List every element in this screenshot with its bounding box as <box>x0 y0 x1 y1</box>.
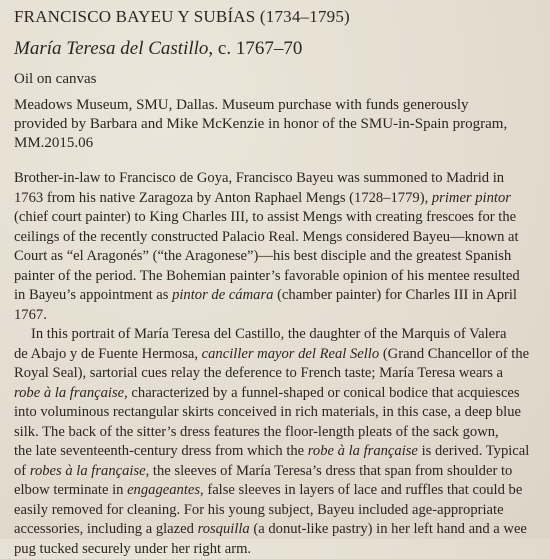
italic-term: robe à la française <box>308 443 418 459</box>
artist-name: FRANCISCO BAYEU Y SUBÍAS (1734–1795) <box>14 7 350 26</box>
description-paragraph-1 <box>14 169 540 325</box>
text-run: , false sleeves in layers of lace and ruffles that could be <box>200 482 522 498</box>
italic-term: robe à la française <box>14 385 124 401</box>
paragraph-line: into voluminous rectangular skirts conceived in rich materials, in this case, a deep blue <box>14 403 540 423</box>
text-run: (a donut-like pastry) in her left hand and a wee <box>250 521 527 537</box>
text-run: , characterized by a funnel-shaped or conical bodice that acquiesces <box>124 385 519 401</box>
paragraph-line: Royal Seal), sartorial cues relay the deference to French taste; María Teresa wears a <box>14 364 540 384</box>
text-run: (chamber painter) for Charles III in April <box>273 287 517 303</box>
paragraph-line <box>14 520 540 540</box>
text-run: elbow terminate in <box>14 482 127 498</box>
paragraph-line: Court as “el Aragonés” (“the Aragonese”)—his best disciple and the greatest Spanish <box>14 247 540 267</box>
paragraph-line: 1767. <box>14 306 540 326</box>
paragraph-line <box>14 442 540 462</box>
paragraph-line: ceilings of the recently constructed Palacio Real. Mengs considered Bayeu—known at <box>14 228 540 248</box>
text-run: accessories, including a glazed <box>14 521 198 537</box>
text-run: of <box>14 463 30 479</box>
italic-term: primer pintor <box>432 190 511 206</box>
paragraph-line: silk. The back of the sitter’s dress features the floor-length pleats of the sack gown, <box>14 423 540 443</box>
paragraph-line <box>14 481 540 501</box>
artwork-medium: Oil on canvas <box>14 69 540 89</box>
paragraph-line <box>14 286 540 306</box>
credit-line-text: MM.2015.06 <box>14 134 540 153</box>
artwork-date: , c. 1767–70 <box>208 38 302 59</box>
paragraph-line: painter of the period. The Bohemian painter’s favorable opinion of his mentee resulted <box>14 267 540 287</box>
artist-heading <box>14 6 540 28</box>
artwork-title <box>14 37 540 61</box>
text-run: 1763 from his native Zaragoza by Anton Raphael Mengs (1728–1779), <box>14 190 432 206</box>
paragraph-line <box>14 189 540 209</box>
credit-line <box>14 96 540 153</box>
text-run: (Grand Chancellor of the <box>379 346 529 362</box>
italic-term: pintor de cámara <box>172 287 273 303</box>
credit-line-text: Meadows Museum, SMU, Dallas. Museum purchase with funds generously <box>14 96 540 115</box>
paragraph-line: easily removed for cleaning. For his young subject, Bayeu included age-appropriate <box>14 501 540 521</box>
paragraph-line: pug tucked securely under her right arm. <box>14 540 540 559</box>
paragraph-line <box>14 384 540 404</box>
text-run: , the sleeves of María Teresa’s dress that span from shoulder to <box>146 463 513 479</box>
paragraph-line <box>14 462 540 482</box>
paragraph-line: (chief court painter) to King Charles III, to assist Mengs with creating frescoes for the <box>14 208 540 228</box>
italic-term: rosquilla <box>198 521 250 537</box>
paragraph-line: In this portrait of María Teresa del Castillo, the daughter of the Marquis of Valera <box>14 325 540 345</box>
paragraph-line: Brother-in-law to Francisco de Goya, Francisco Bayeu was summoned to Madrid in <box>14 169 540 189</box>
italic-term: engageantes <box>127 482 200 498</box>
italic-term: canciller mayor del Real Sello <box>202 346 380 362</box>
text-run: is derived. Typical <box>418 443 529 459</box>
description-paragraph-2 <box>14 325 540 559</box>
paragraph-line <box>14 345 540 365</box>
artwork-title-name: María Teresa del Castillo <box>14 38 208 59</box>
text-run: the late seventeenth-century dress from which the <box>14 443 308 459</box>
credit-line-text: provided by Barbara and Mike McKenzie in honor of the SMU-in-Spain program, <box>14 115 540 134</box>
text-run: de Abajo y de Fuente Hermosa, <box>14 346 202 362</box>
text-run: in Bayeu’s appointment as <box>14 287 172 303</box>
italic-term: robes à la française <box>30 463 146 479</box>
